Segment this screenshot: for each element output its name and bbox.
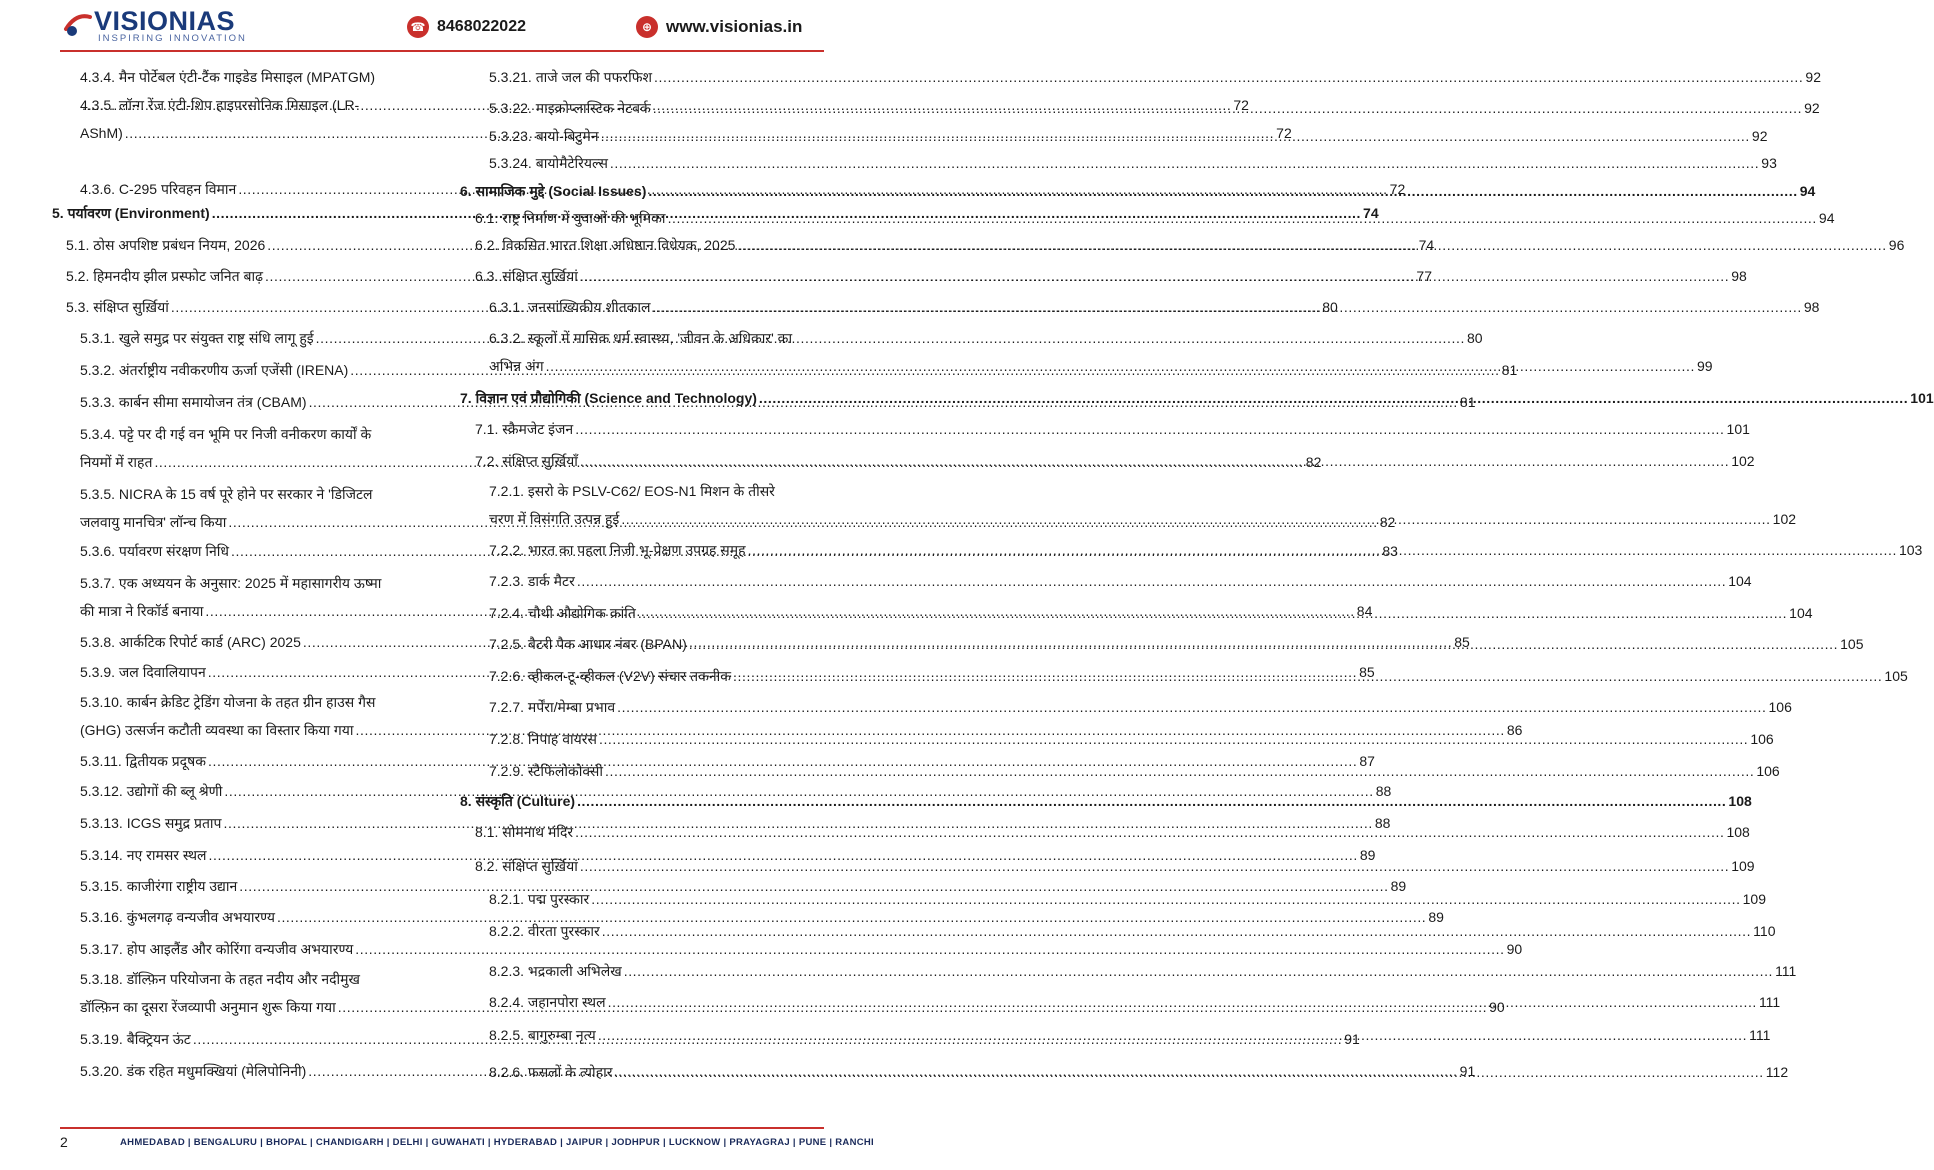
toc-page-number: 81	[1501, 362, 1518, 378]
toc-entry-title	[489, 666, 731, 686]
toc-page-number: 91	[1344, 1031, 1360, 1047]
toc-entry-number: 7.	[460, 390, 476, 406]
toc-entry-text: डंक रहित मधुमक्खियां (मेलिपोनिनी)	[126, 1063, 307, 1079]
toc-entry-text: द्वितीयक प्रदूषक	[125, 753, 206, 769]
toc-entry-title	[489, 603, 636, 623]
toc-leader-dots	[668, 208, 1817, 228]
toc-entry-title[interactable]	[80, 573, 381, 593]
toc-entry-number: 8.2.	[475, 858, 503, 874]
toc-leader-dots	[577, 571, 1726, 591]
toc-entry-title	[475, 266, 578, 286]
website-link[interactable]: www.visionias.in	[666, 17, 803, 36]
toc-leader-dots	[575, 822, 1724, 842]
toc-page-number: 94	[1818, 210, 1835, 226]
toc-entry-text: संक्षिप्त सुर्ख़ियां	[502, 858, 578, 874]
toc-entry-title	[489, 889, 589, 909]
phone-number: 8468022022	[437, 18, 526, 35]
toc-entry-title[interactable]	[80, 67, 375, 87]
toc-page-number: 105	[1884, 668, 1908, 684]
toc-page-number: 102	[1772, 511, 1797, 527]
toc-page-number: 109	[1731, 858, 1755, 874]
toc-entry-title	[80, 751, 206, 771]
toc-entry[interactable]	[80, 876, 1407, 896]
toc-entry-text: बायोमैटेरियल्स	[535, 155, 608, 171]
toc-entry-number: 6.3.2.	[489, 330, 528, 346]
toc-entry-title	[489, 921, 600, 941]
toc-entry-number: 5.3.12.	[80, 783, 127, 799]
toc-entry-number: 5.3.1.	[80, 330, 119, 346]
toc-leader-dots	[601, 126, 1750, 146]
toc-page-number: 90	[1489, 999, 1505, 1015]
toc-entry-number: 5.3.20.	[80, 1063, 127, 1079]
toc-entry-title	[52, 203, 210, 223]
toc-entry-number: 5.3.9.	[80, 664, 119, 680]
toc-entry-text: एक अध्ययन के अनुसार: 2025 में महासागरीय ऊष्मा	[118, 575, 382, 591]
toc-entry-text-cont: डॉल्फ़िन का दूसरा रेंजव्यापी अनुमान शुरू किया गया	[80, 999, 336, 1015]
toc-leader-dots	[733, 666, 1882, 686]
toc-entry-number: 6.3.1.	[489, 299, 528, 315]
toc-entry[interactable]	[489, 889, 1766, 909]
toc-page-number: 98	[1731, 268, 1747, 284]
toc-page-number: 94	[1799, 183, 1816, 199]
toc-entry-text: बागुरुम्बा नृत्य	[527, 1027, 596, 1043]
toc-page-number: 83	[1382, 543, 1398, 559]
toc-page-number: 86	[1506, 722, 1523, 738]
toc-entry[interactable]	[489, 697, 1792, 717]
toc-page-number: 106	[1756, 763, 1780, 779]
toc-entry-number: 7.2.5.	[489, 636, 528, 652]
toc-entry-text: स्क्रैमजेट इंजन	[502, 421, 574, 437]
toc-entry-number: 7.2.9.	[489, 763, 528, 779]
toc-page-number: 77	[1416, 268, 1432, 284]
toc-entry-number: 5.3.23.	[489, 128, 536, 144]
toc-entry-number: 5.3.24.	[489, 155, 536, 171]
toc-entry-number: 7.1.	[475, 421, 503, 437]
toc-entry-number: 7.2.1.	[489, 483, 528, 499]
toc-entry-number: 5.3.11.	[80, 753, 126, 769]
toc-page-number: 90	[1506, 941, 1523, 957]
toc-page-number: 103	[1898, 542, 1923, 558]
toc-page-number: 81	[1459, 394, 1476, 410]
toc-entry-title	[80, 541, 229, 561]
toc-entry-text: पट्टे पर दी गई वन भूमि पर निजी वनीकरण कार्यों के	[118, 426, 372, 442]
toc-entry-title	[460, 388, 757, 408]
toc-entry-text: डॉल्फ़िन परियोजना के तहत नदीय और नदीमुख	[126, 971, 360, 987]
toc-entry[interactable]	[80, 845, 1376, 865]
toc-page-number: 110	[1753, 923, 1776, 939]
toc-page-number: 72	[1233, 97, 1249, 113]
toc-entry-text-cont: अभिन्न अंग	[489, 358, 544, 374]
toc-entry-text-cont: (GHG) उत्सर्जन कटौती व्यवस्था का विस्तार किया गया	[80, 722, 354, 738]
toc-entry-title[interactable]	[489, 481, 775, 501]
toc-entry-text: संक्षिप्त सुर्ख़ियां	[502, 268, 578, 284]
toc-entry-number: 4.3.6.	[80, 181, 119, 197]
toc-entry-title	[489, 126, 599, 146]
toc-entry-title	[80, 328, 314, 348]
toc-page-number: 106	[1750, 731, 1774, 747]
toc-leader-dots	[591, 889, 1740, 909]
toc-entry-text: ताजे जल की पफरफिश	[535, 69, 653, 85]
toc-entry-text: कुंभलगढ़ वन्यजीव अभयारण्य	[126, 909, 275, 925]
toc-entry-number: 5.3.3.	[80, 394, 119, 410]
toc-leader-dots	[580, 856, 1729, 876]
toc-entry-title	[460, 181, 646, 201]
toc-entry[interactable]	[489, 961, 1797, 981]
toc-entry-text: आर्कटिक रिपोर्ट कार्ड (ARC) 2025	[118, 634, 301, 650]
toc-entry-title	[489, 540, 746, 560]
toc-page-number: 111	[1758, 994, 1781, 1010]
toc-entry-text-cont: चरण में विसंगति उत्पन्न हुई	[489, 511, 620, 527]
toc-page-number: 82	[1379, 514, 1396, 530]
toc-entry-number: 5.3.4.	[80, 426, 119, 442]
toc-entry-number: 6.1.	[475, 210, 503, 226]
toc-entry-title	[80, 845, 207, 865]
toc-page-number: 74	[1363, 205, 1379, 221]
toc-leader-dots	[614, 1062, 1763, 1082]
toc-page-number: 92	[1751, 128, 1768, 144]
toc-entry[interactable]	[489, 921, 1776, 941]
toc-entry-text-cont: जलवायु मानचित्र' लॉन्च किया	[80, 514, 227, 530]
toc-leader-dots	[599, 729, 1748, 749]
toc-page-number: 101	[1726, 421, 1750, 437]
toc-entry-title[interactable]	[489, 328, 792, 348]
toc-entry-text: लॉन्ग रेंज एंटी-शिप हाइपरसोनिक मिसाइल (LR-	[118, 97, 360, 113]
toc-page-number: 98	[1803, 299, 1820, 315]
logo-swoosh-icon	[62, 9, 94, 41]
toc-entry-text-cont: नियमों में राहत	[80, 454, 153, 470]
toc-entry-text: पर्यावरण (Environment)	[67, 205, 210, 221]
toc-entry-text: डार्क मैटर	[527, 573, 575, 589]
toc-entry-title	[489, 992, 606, 1012]
toc-entry-number: 5.3.13.	[80, 815, 127, 831]
toc-entry-number: 7.2.8.	[489, 731, 528, 747]
toc-entry-number: 5.3.16.	[80, 909, 127, 925]
toc-entry-number: 7.2.2.	[489, 542, 528, 558]
toc-entry-title	[80, 907, 275, 927]
toc-page-number: 80	[1467, 330, 1483, 346]
toc-entry-number: 5.3.10.	[80, 694, 127, 710]
toc-entry[interactable]	[489, 571, 1752, 591]
toc-entry-title[interactable]	[80, 969, 360, 989]
toc-page-number: 84	[1356, 603, 1373, 619]
toc-page-number: 109	[1742, 891, 1766, 907]
toc-entry[interactable]	[489, 67, 1821, 87]
toc-page-number: 93	[1761, 155, 1777, 171]
toc-page-number: 87	[1359, 753, 1375, 769]
toc-entry-number: 7.2.6.	[489, 668, 528, 684]
toc-leader-dots	[759, 388, 1908, 408]
toc-page-number: 104	[1789, 605, 1813, 621]
toc-entry-title	[475, 451, 578, 471]
toc-leader-dots	[605, 761, 1754, 781]
toc-entry-text: स्टैफिलोकोक्सी	[527, 763, 603, 779]
toc-entry-number: 5.3.8.	[80, 634, 119, 650]
toc-entry-title	[489, 1025, 596, 1045]
toc-leader-dots	[580, 451, 1729, 471]
toc-entry-title	[460, 791, 575, 811]
toc-leader-dots	[602, 921, 1751, 941]
toc-entry-text: मर्पेंरा/मेम्बा प्रभाव	[527, 699, 616, 715]
toc-entry-title	[489, 697, 615, 717]
toc-entry-title[interactable]	[80, 95, 359, 115]
toc-entry-text: चौथी औद्योगिक क्रांति	[527, 605, 636, 621]
toc-entry[interactable]	[475, 419, 1750, 439]
toc-entry-number: 5.3.22.	[489, 100, 536, 116]
toc-entry-number: 5.3.21.	[489, 69, 536, 85]
toc-entry-title	[66, 266, 263, 286]
toc-entry-text: कार्बन सीमा समायोजन तंत्र (CBAM)	[118, 394, 307, 410]
toc-entry-title	[80, 813, 222, 833]
header-divider	[60, 50, 824, 52]
brand-name: VISIONIAS	[94, 6, 236, 36]
toc-entry-number: 5.3.6.	[80, 543, 119, 559]
toc-page-number: 72	[1276, 125, 1292, 141]
toc-page-number: 104	[1728, 573, 1752, 589]
toc-entry[interactable]	[489, 153, 1777, 173]
toc-entry-number: 5.2.	[66, 268, 94, 284]
page-number: 2	[60, 1134, 68, 1150]
toc-leader-dots	[577, 791, 1726, 811]
toc-entry-text: होप आइलैंड और कोरिंगा वन्यजीव अभयारण्य	[126, 941, 354, 957]
toc-entry-text: इसरो के PSLV-C62/ EOS-N1 मिशन के तीसरे	[527, 483, 775, 499]
toc-page-number: 108	[1728, 793, 1752, 809]
toc-page-number: 92	[1804, 100, 1820, 116]
toc-leader-dots	[689, 634, 1838, 654]
toc-leader-dots	[546, 356, 1695, 376]
toc-page-number: 91	[1459, 1063, 1476, 1079]
toc-entry-title	[489, 297, 651, 317]
toc-entry-text: विज्ञान एवं प्रौद्योगिकी (Science and Technology)	[475, 390, 757, 406]
toc-entry-text: पर्यावरण संरक्षण निधि	[118, 543, 230, 559]
toc-page-number: 74	[1418, 237, 1435, 253]
toc-page-number: 111	[1775, 963, 1797, 979]
toc-entry-text: C-295 परिवहन विमान	[118, 181, 237, 197]
toc-entry-number: 8.2.1.	[489, 891, 528, 907]
toc-page-number: 108	[1726, 824, 1750, 840]
toc-entry-text: काजीरंगा राष्ट्रीय उद्यान	[126, 878, 238, 894]
toc-leader-dots	[748, 540, 1897, 560]
toc-entry-text: उद्योगों की ब्लू श्रेणी	[126, 783, 223, 799]
toc-entry-text: संस्कृति (Culture)	[475, 793, 576, 809]
toc-entry-number: 7.2.	[475, 453, 503, 469]
toc-leader-dots	[648, 181, 1797, 201]
toc-entry-title	[80, 179, 236, 199]
toc-entry-number: 8.2.4.	[489, 994, 528, 1010]
toc-leader-dots	[737, 235, 1886, 255]
toc-entry-title[interactable]	[80, 692, 375, 712]
toc-entry[interactable]	[80, 907, 1444, 927]
toc-entry-title	[489, 634, 687, 654]
toc-entry-title[interactable]	[80, 424, 371, 444]
toc-entry-text: कार्बन क्रेडिट ट्रेडिंग योजना के तहत ग्रीन हाउस गैस	[126, 694, 376, 710]
toc-entry-number: 5.1.	[66, 237, 94, 253]
toc-entry-number: 8.2.5.	[489, 1027, 528, 1043]
toc-entry-text: मैन पोर्टेबल एंटी-टैंक गाइडेड मिसाइल (MPATGM)	[118, 69, 376, 85]
toc-page-number: 82	[1305, 454, 1322, 470]
toc-entry-title	[489, 961, 622, 981]
toc-entry-title	[66, 297, 169, 317]
footer-divider	[60, 1127, 824, 1129]
toc-entry-number: 7.2.7.	[489, 699, 528, 715]
toc-entry-title	[489, 729, 597, 749]
page-header	[0, 0, 870, 52]
toc-entry-text: अंतर्राष्ट्रीय नवीकरणीय ऊर्जा एजेंसी (IRENA)	[118, 362, 349, 378]
toc-entry-text: संक्षिप्त सुर्ख़ियाँ	[502, 453, 578, 469]
toc-entry-number: 5.	[52, 205, 68, 221]
toc-entry-title	[80, 939, 353, 959]
toc-entry-number: 5.3.14.	[80, 847, 127, 863]
toc-entry-number: 8.2.2.	[489, 923, 528, 939]
toc-entry-title	[475, 856, 578, 876]
toc-entry-text: जनसांख्यिकीय शीतकाल	[527, 299, 651, 315]
toc-entry-text-cont: AShM)	[80, 125, 123, 141]
toc-entry-number: 8.2.3.	[489, 963, 528, 979]
toc-entry-text: जल दिवालियापन	[118, 664, 206, 680]
toc-leader-dots	[653, 98, 1802, 118]
toc-entry-text: संक्षिप्त सुर्ख़ियां	[93, 299, 169, 315]
toc-entry-text: स्कूलों में मासिक धर्म स्वास्थ्य, 'जीवन के अधिकार' का	[527, 330, 793, 346]
toc-page-number: 92	[1805, 69, 1821, 85]
toc-page-number: 85	[1359, 664, 1375, 680]
toc-entry-title	[80, 662, 206, 682]
toc-entry-number: 7.2.4.	[489, 605, 528, 621]
toc-entry-title	[80, 632, 301, 652]
toc-page-number: 88	[1374, 815, 1391, 831]
toc-entry-title	[475, 419, 573, 439]
toc-entry-title	[489, 1062, 612, 1082]
toc-leader-dots	[355, 939, 1504, 959]
toc-leader-dots	[598, 1025, 1747, 1045]
toc-leader-dots	[617, 697, 1766, 717]
toc-leader-dots	[621, 509, 1770, 529]
globe-icon: ⊕	[636, 16, 658, 38]
toc-entry-text: ठोस अपशिष्ट प्रबंधन नियम, 2026	[93, 237, 266, 253]
toc-page-number: 102	[1731, 453, 1755, 469]
toc-entry-number: 6.2.	[475, 237, 503, 253]
toc-leader-dots	[654, 67, 1803, 87]
toc-entry-title	[80, 392, 307, 412]
toc-entry-text: निपाह वायरस	[527, 731, 597, 747]
toc-entry-number: 5.3.18.	[80, 971, 127, 987]
toc-entry[interactable]	[475, 856, 1755, 876]
footer-cities: AHMEDABAD | BENGALURU | BHOPAL | CHANDIGARH | DELHI | GUWAHATI | HYDERABAD | JAIPUR | JODHPUR | LUCKNOW | PRAYAGRAJ | PUNE | RANCHI	[120, 1137, 874, 1148]
phone-contact	[407, 16, 526, 38]
toc-entry-title[interactable]	[80, 484, 373, 504]
toc-page-number: 111	[1749, 1027, 1771, 1043]
toc-entry-text: खुले समुद्र पर संयुक्त राष्ट्र संधि लागू हुई	[118, 330, 314, 346]
toc-entry-title	[489, 571, 575, 591]
toc-entry-number: 4.3.4.	[80, 69, 119, 85]
toc-entry-title	[475, 235, 735, 255]
toc-page-number: 85	[1454, 634, 1470, 650]
toc-entry-text-cont: की मात्रा ने रिकॉर्ड बनाया	[80, 603, 204, 619]
toc-entry-text: व्हीकल-टू-व्हीकल (V2V) संचार तकनीक	[527, 668, 732, 684]
toc-entry-number: 8.	[460, 793, 476, 809]
toc-page-number: 106	[1768, 699, 1792, 715]
toc-page-number: 72	[1389, 181, 1406, 197]
toc-entry-text: माइक्रोप्लास्टिक नेटवर्क	[535, 100, 651, 116]
toc-page-number: 112	[1765, 1064, 1789, 1080]
toc-page-number: 96	[1888, 237, 1905, 253]
toc-leader-dots	[608, 992, 1757, 1012]
toc-entry-text: NICRA के 15 वर्ष पूरे होने पर सरकार ने 'डिजिटल	[118, 486, 373, 502]
toc-entry-text: हिमनदीय झील प्रस्फोट जनित बाढ़	[93, 268, 264, 284]
website-contact	[636, 16, 802, 38]
toc-entry-number: 6.	[460, 183, 476, 199]
toc-entry[interactable]	[80, 939, 1523, 959]
toc-entry-title	[66, 235, 265, 255]
toc-entry-text: नए रामसर स्थल	[126, 847, 207, 863]
toc-leader-dots	[638, 603, 1787, 623]
toc-entry-number: 5.3.7.	[80, 575, 119, 591]
toc-page-number: 89	[1359, 847, 1376, 863]
toc-page-number: 88	[1375, 783, 1392, 799]
toc-entry-title	[489, 98, 651, 118]
toc-entry-text: वीरता पुरस्कार	[527, 923, 600, 939]
toc-entry-title	[80, 1029, 191, 1049]
toc-entry-number: 4.3.5.	[80, 97, 119, 113]
toc-entry-text: बैक्ट्रियन ऊंट	[126, 1031, 191, 1047]
toc-entry-number: 5.3.5.	[80, 486, 119, 502]
toc-leader-dots	[653, 297, 1802, 317]
phone-icon: ☎	[407, 16, 429, 38]
toc-entry-number: 5.3.2.	[80, 362, 119, 378]
toc-page-number: 99	[1696, 358, 1713, 374]
toc-entry-number: 6.3.	[475, 268, 503, 284]
toc-entry-text: भारत का पहला निजी भू-प्रेक्षण उपग्रह समूह	[527, 542, 746, 558]
toc-entry-title	[80, 876, 237, 896]
toc-entry-title	[80, 360, 348, 380]
toc-entry-text: पद्म पुरस्कार	[527, 891, 590, 907]
toc-leader-dots	[580, 266, 1729, 286]
toc-entry-number: 8.1.	[475, 824, 503, 840]
toc-entry-text: सोमनाथ मंदिर	[502, 824, 574, 840]
brand-tagline: INSPIRING INNOVATION	[98, 33, 247, 44]
toc-page-number: 80	[1322, 299, 1338, 315]
toc-leader-dots	[610, 153, 1759, 173]
toc-entry-text: जहानपोरा स्थल	[527, 994, 606, 1010]
toc-entry-text: विकसित भारत शिक्षा अधिष्ठान विधेयक, 2025	[502, 237, 736, 253]
toc-leader-dots	[624, 961, 1773, 981]
toc-entry-number: 5.3.15.	[80, 878, 127, 894]
toc-page-number: 89	[1390, 878, 1407, 894]
toc-page-number: 101	[1910, 390, 1934, 406]
toc-entry-title	[489, 67, 652, 87]
toc-entry-text: फसलों के त्योहार	[527, 1064, 613, 1080]
toc-entry-text: बायो-बिटुमेन	[535, 128, 599, 144]
toc-leader-dots	[575, 419, 1724, 439]
toc-entry-title	[489, 761, 603, 781]
toc-entry-number: 5.3.17.	[80, 941, 127, 957]
toc-entry-number: 5.3.19.	[80, 1031, 127, 1047]
toc-entry-title	[489, 153, 608, 173]
toc-entry-text: भद्रकाली अभिलेख	[527, 963, 622, 979]
toc-entry-text: राष्ट्र निर्माण में युवाओं की भूमिका	[502, 210, 666, 226]
toc-entry-title	[475, 208, 666, 228]
toc-entry-text: सामाजिक मुद्दे (Social Issues)	[475, 183, 647, 199]
toc-entry-number: 7.2.3.	[489, 573, 528, 589]
toc-entry-title	[80, 781, 222, 801]
toc-entry-title	[475, 822, 573, 842]
toc-entry-title	[80, 1061, 306, 1081]
toc-page-number: 89	[1428, 909, 1444, 925]
toc-entry-text: बैटरी पैक आधार नंबर (BPAN)	[527, 636, 687, 652]
toc-entry-number: 8.2.6.	[489, 1064, 528, 1080]
toc-entry-number: 5.3.	[66, 299, 94, 315]
toc-entry-text: ICGS समुद्र प्रताप	[126, 815, 222, 831]
toc-page-number: 105	[1840, 636, 1864, 652]
